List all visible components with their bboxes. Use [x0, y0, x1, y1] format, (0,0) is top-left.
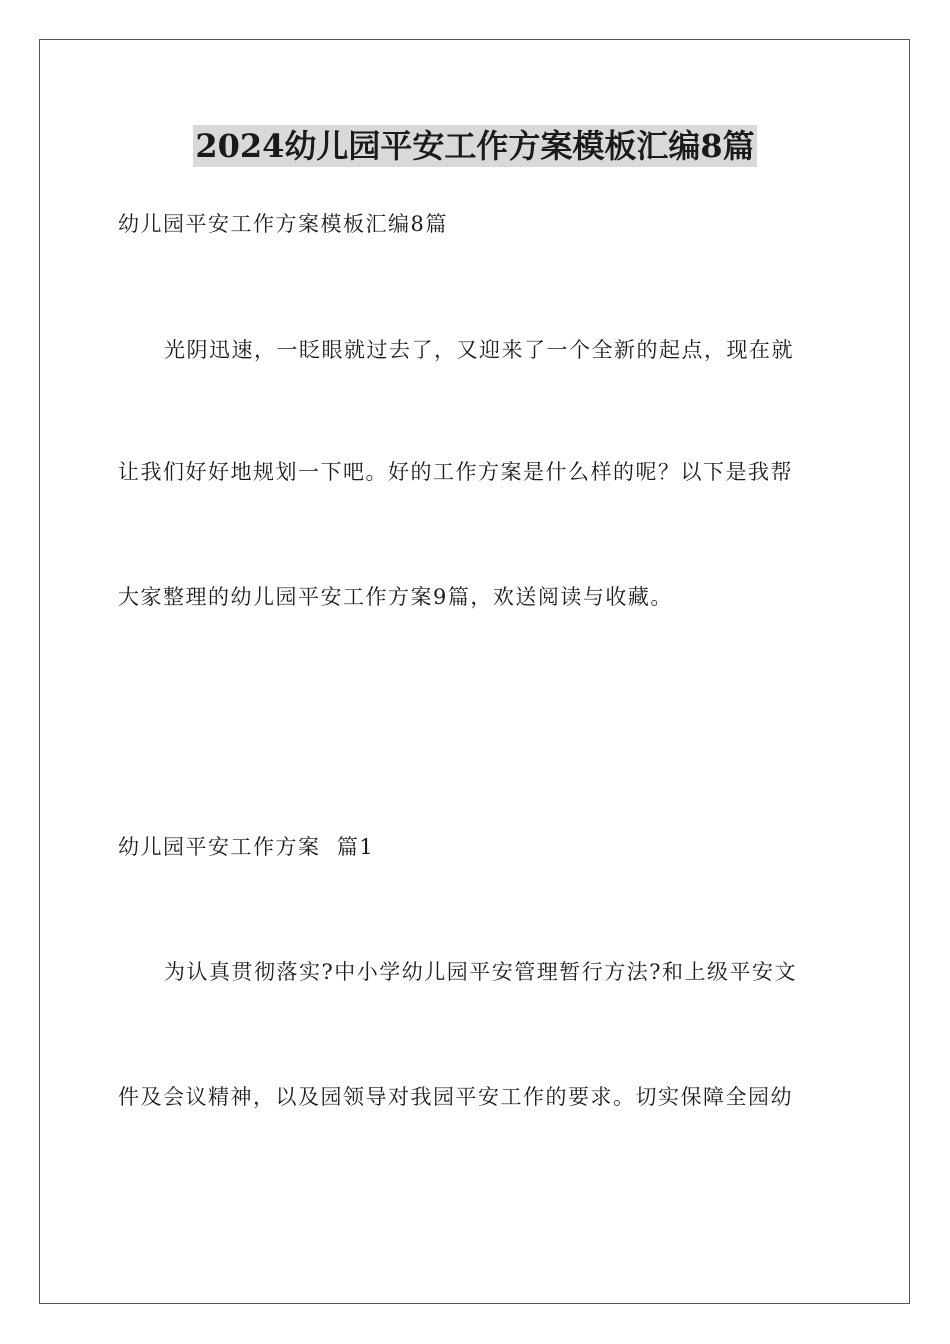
section-line-2: 件及会议精神，以及园领导对我园平安工作的要求。切实保障全园幼 — [118, 1085, 793, 1109]
document-subtitle: 幼儿园平安工作方案模板汇编8篇 — [118, 212, 448, 236]
document-title: 2024幼儿园平安工作方案模板汇编8篇 — [195, 127, 755, 165]
intro-line-3: 大家整理的幼儿园平安工作方案9篇，欢送阅读与收藏。 — [118, 585, 673, 609]
section-heading: 幼儿园平安工作方案 篇1 — [118, 835, 375, 859]
section-line-1: 为认真贯彻落实?中小学幼儿园平安管理暂行方法?和上级平安文 — [164, 960, 798, 984]
intro-line-2: 让我们好好地规划一下吧。好的工作方案是什么样的呢？以下是我帮 — [118, 460, 793, 484]
title-container — [0, 125, 950, 167]
intro-line-1: 光阴迅速，一眨眼就过去了，又迎来了一个全新的起点，现在就 — [164, 338, 794, 362]
